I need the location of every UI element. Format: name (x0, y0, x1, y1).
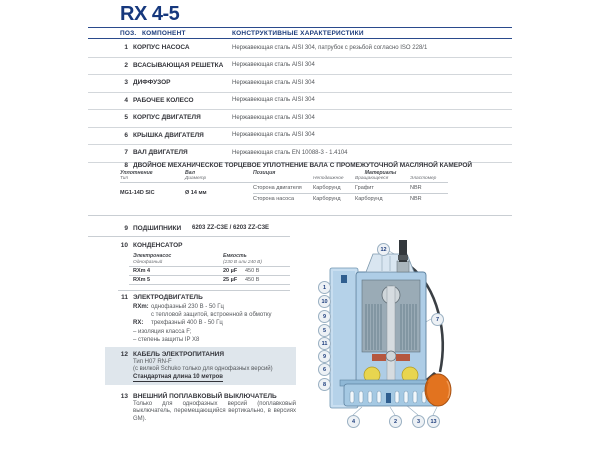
pump-callout: 2 (389, 415, 402, 428)
seal-col-rotating: Вращающееся (355, 176, 389, 181)
divider (129, 266, 290, 267)
table-row (88, 39, 512, 58)
motor-note-insulation: – изоляция класса F; (133, 329, 192, 335)
motor-component: ЭЛЕКТРОДВИГАТЕЛЬ (133, 294, 203, 301)
pump-callout: 8 (318, 378, 331, 391)
capacitor-volt: 450 В (245, 268, 260, 274)
row-component: ВАЛ ДВИГАТЕЛЯ (133, 149, 188, 156)
table-row (88, 57, 512, 76)
column-header-component: КОМПОНЕНТ (142, 30, 186, 37)
seal-pump-elastomer: NBR (410, 196, 422, 202)
seal-position-pump: Сторона насоса (253, 196, 295, 202)
row-component: ДИФФУЗОР (133, 79, 171, 86)
pump-callout: 10 (318, 295, 331, 308)
row-characteristics: Нержавеющая сталь AISI 304 (232, 79, 315, 86)
divider (253, 193, 448, 194)
seal-motor-stationary: Карборунд (313, 184, 341, 191)
table-row (88, 127, 512, 146)
divider (118, 290, 290, 291)
capacitor-col-capacity-sub: (230 В или 240 В) (223, 259, 262, 265)
row-characteristics: Нержавеющая сталь AISI 304 (232, 97, 315, 103)
row-pos: 8 (124, 162, 128, 169)
row-characteristics: Нержавеющая сталь AISI 304 (232, 62, 315, 68)
seal-col-position: Позиция (253, 169, 276, 176)
table-row (88, 109, 512, 128)
capacitor-value: 25 µF (223, 277, 238, 283)
seal-col-materials: Материалы (364, 169, 397, 176)
row-component: КОРПУС НАСОСА (133, 44, 190, 51)
table-row (88, 92, 512, 111)
seal-pump-rotating: Карборунд (355, 196, 383, 202)
float-switch-text: Только для однофазных версий (поплавковый выключатель, перемещающийся вертикально, в версиях GM). (133, 400, 296, 422)
row-pos: 10 (120, 242, 128, 249)
seal-pump-stationary: Карборунд (313, 196, 341, 202)
pump-callout: 6 (318, 363, 331, 376)
row-component: КОРПУС ДВИГАТЕЛЯ (133, 114, 201, 121)
row-characteristics: Нержавеющая сталь AISI 304 (232, 114, 315, 121)
motor-rx-text: трехфазный 400 В - 50 Гц (151, 320, 223, 326)
cable-note: (с вилкой Schuko только для однофазных версий) (133, 366, 273, 372)
row-component: РАБОЧЕЕ КОЛЕСО (133, 96, 194, 104)
capacitor-col-capacity: Емкость (223, 253, 247, 259)
row-pos: 12 (120, 350, 128, 358)
seal-type-value: MG1-14D SIC (120, 190, 155, 196)
divider (88, 215, 512, 216)
pump-callout: 9 (318, 350, 331, 363)
capacitor-model: RXm 5 (133, 277, 151, 283)
seal-col-elastomer: Эластомер (410, 176, 437, 181)
row-characteristics: Нержавеющая сталь AISI 304, патрубок с резьбой согласно ISO 228/1 (232, 44, 428, 51)
row-component: ВСАСЫВАЮЩАЯ РЕШЕТКА (133, 61, 224, 69)
seal-motor-elastomer: NBR (410, 184, 422, 191)
pump-callout: 7 (431, 313, 444, 326)
cable-component: КАБЕЛЬ ЭЛЕКТРОПИТАНИЯ (133, 350, 225, 358)
pump-callout: 3 (412, 415, 425, 428)
seal-col-stationary: Неподвижное (313, 176, 344, 181)
seal-motor-rotating: Графит (355, 184, 374, 191)
cable-type: Тип H07 RN-F (133, 358, 172, 365)
row-pos: 11 (121, 294, 128, 301)
seal-col-seal: Уплотнение (120, 169, 153, 176)
seal-col-shaft: Вал (185, 169, 195, 176)
pump-callout: 9 (318, 310, 331, 323)
bearings-component: ПОДШИПНИКИ (133, 224, 182, 232)
row-characteristics: Нержавеющая сталь EN 10088-3 - 1.4104 (232, 149, 348, 156)
divider (88, 27, 512, 28)
capacitor-value: 20 µF (223, 268, 238, 274)
column-header-characteristics: КОНСТРУКТИВНЫЕ ХАРАКТЕРИСТИКИ (232, 30, 364, 37)
capacitor-component: КОНДЕНСАТОР (133, 242, 183, 249)
pump-callout: 13 (427, 415, 440, 428)
pump-callout: 12 (377, 243, 390, 256)
divider (120, 182, 448, 183)
capacitor-col-pump-sub: Однофазный (133, 259, 163, 265)
seal-shaft-diameter: Ø 14 мм (185, 190, 207, 196)
cable-length: Стандартная длина 10 метров (133, 374, 223, 380)
motor-rxm-text: однофазный 230 В - 50 Гц (151, 304, 224, 310)
table-row (88, 74, 512, 93)
row-pos: 1 (124, 44, 128, 51)
pump-diagram (300, 238, 490, 448)
row-pos: 9 (124, 224, 128, 232)
page-title: RX 4-5 (120, 3, 180, 25)
motor-rxm-label: RXm: (133, 304, 149, 310)
divider (129, 275, 290, 276)
row-characteristics: Нержавеющая сталь AISI 304 (232, 132, 315, 138)
row-pos: 3 (124, 79, 128, 86)
motor-rxm-note: с тепловой защитой, встроенной в обмотку (151, 311, 272, 318)
table-row (88, 144, 512, 163)
capacitor-volt: 450 В (245, 277, 260, 283)
divider (88, 236, 290, 237)
capacitor-col-pump: Электронасос (133, 253, 172, 259)
row-pos: 13 (120, 392, 128, 400)
divider (129, 284, 290, 285)
pump-callout: 5 (318, 324, 331, 337)
seal-col-type: Тип (120, 176, 129, 181)
row-pos: 2 (124, 61, 128, 69)
seal-position-motor: Сторона двигателя (253, 184, 302, 191)
float-switch-body (425, 374, 451, 406)
capacitor-model: RXm 4 (133, 268, 151, 274)
seal-col-diameter: Диаметр (185, 176, 207, 181)
motor-rx-label: RX: (133, 320, 144, 326)
row-pos: 7 (124, 149, 128, 156)
seal-section-title: ДВОЙНОЕ МЕХАНИЧЕСКОЕ ТОРЦЕВОЕ УПЛОТНЕНИЕ ВАЛА С ПРОМЕЖУТОЧНОЙ МАСЛЯНОЙ КАМЕРОЙ (133, 162, 473, 169)
row-pos: 4 (124, 96, 128, 104)
column-header-pos: ПОЗ. (120, 30, 137, 37)
motor-note-protection: – степень защиты IP X8 (133, 336, 200, 343)
pump-callout: 11 (318, 337, 331, 350)
pump-callout: 1 (318, 281, 331, 294)
bearings-value: 6203 ZZ-C3E / 6203 ZZ-C3E (192, 224, 270, 231)
row-pos: 5 (124, 114, 128, 121)
row-pos: 6 (124, 131, 128, 139)
row-component: КРЫШКА ДВИГАТЕЛЯ (133, 131, 204, 139)
pump-callout: 4 (347, 415, 360, 428)
float-switch-component: ВНЕШНИЙ ПОПЛАВКОВЫЙ ВЫКЛЮЧАТЕЛЬ (133, 392, 277, 400)
